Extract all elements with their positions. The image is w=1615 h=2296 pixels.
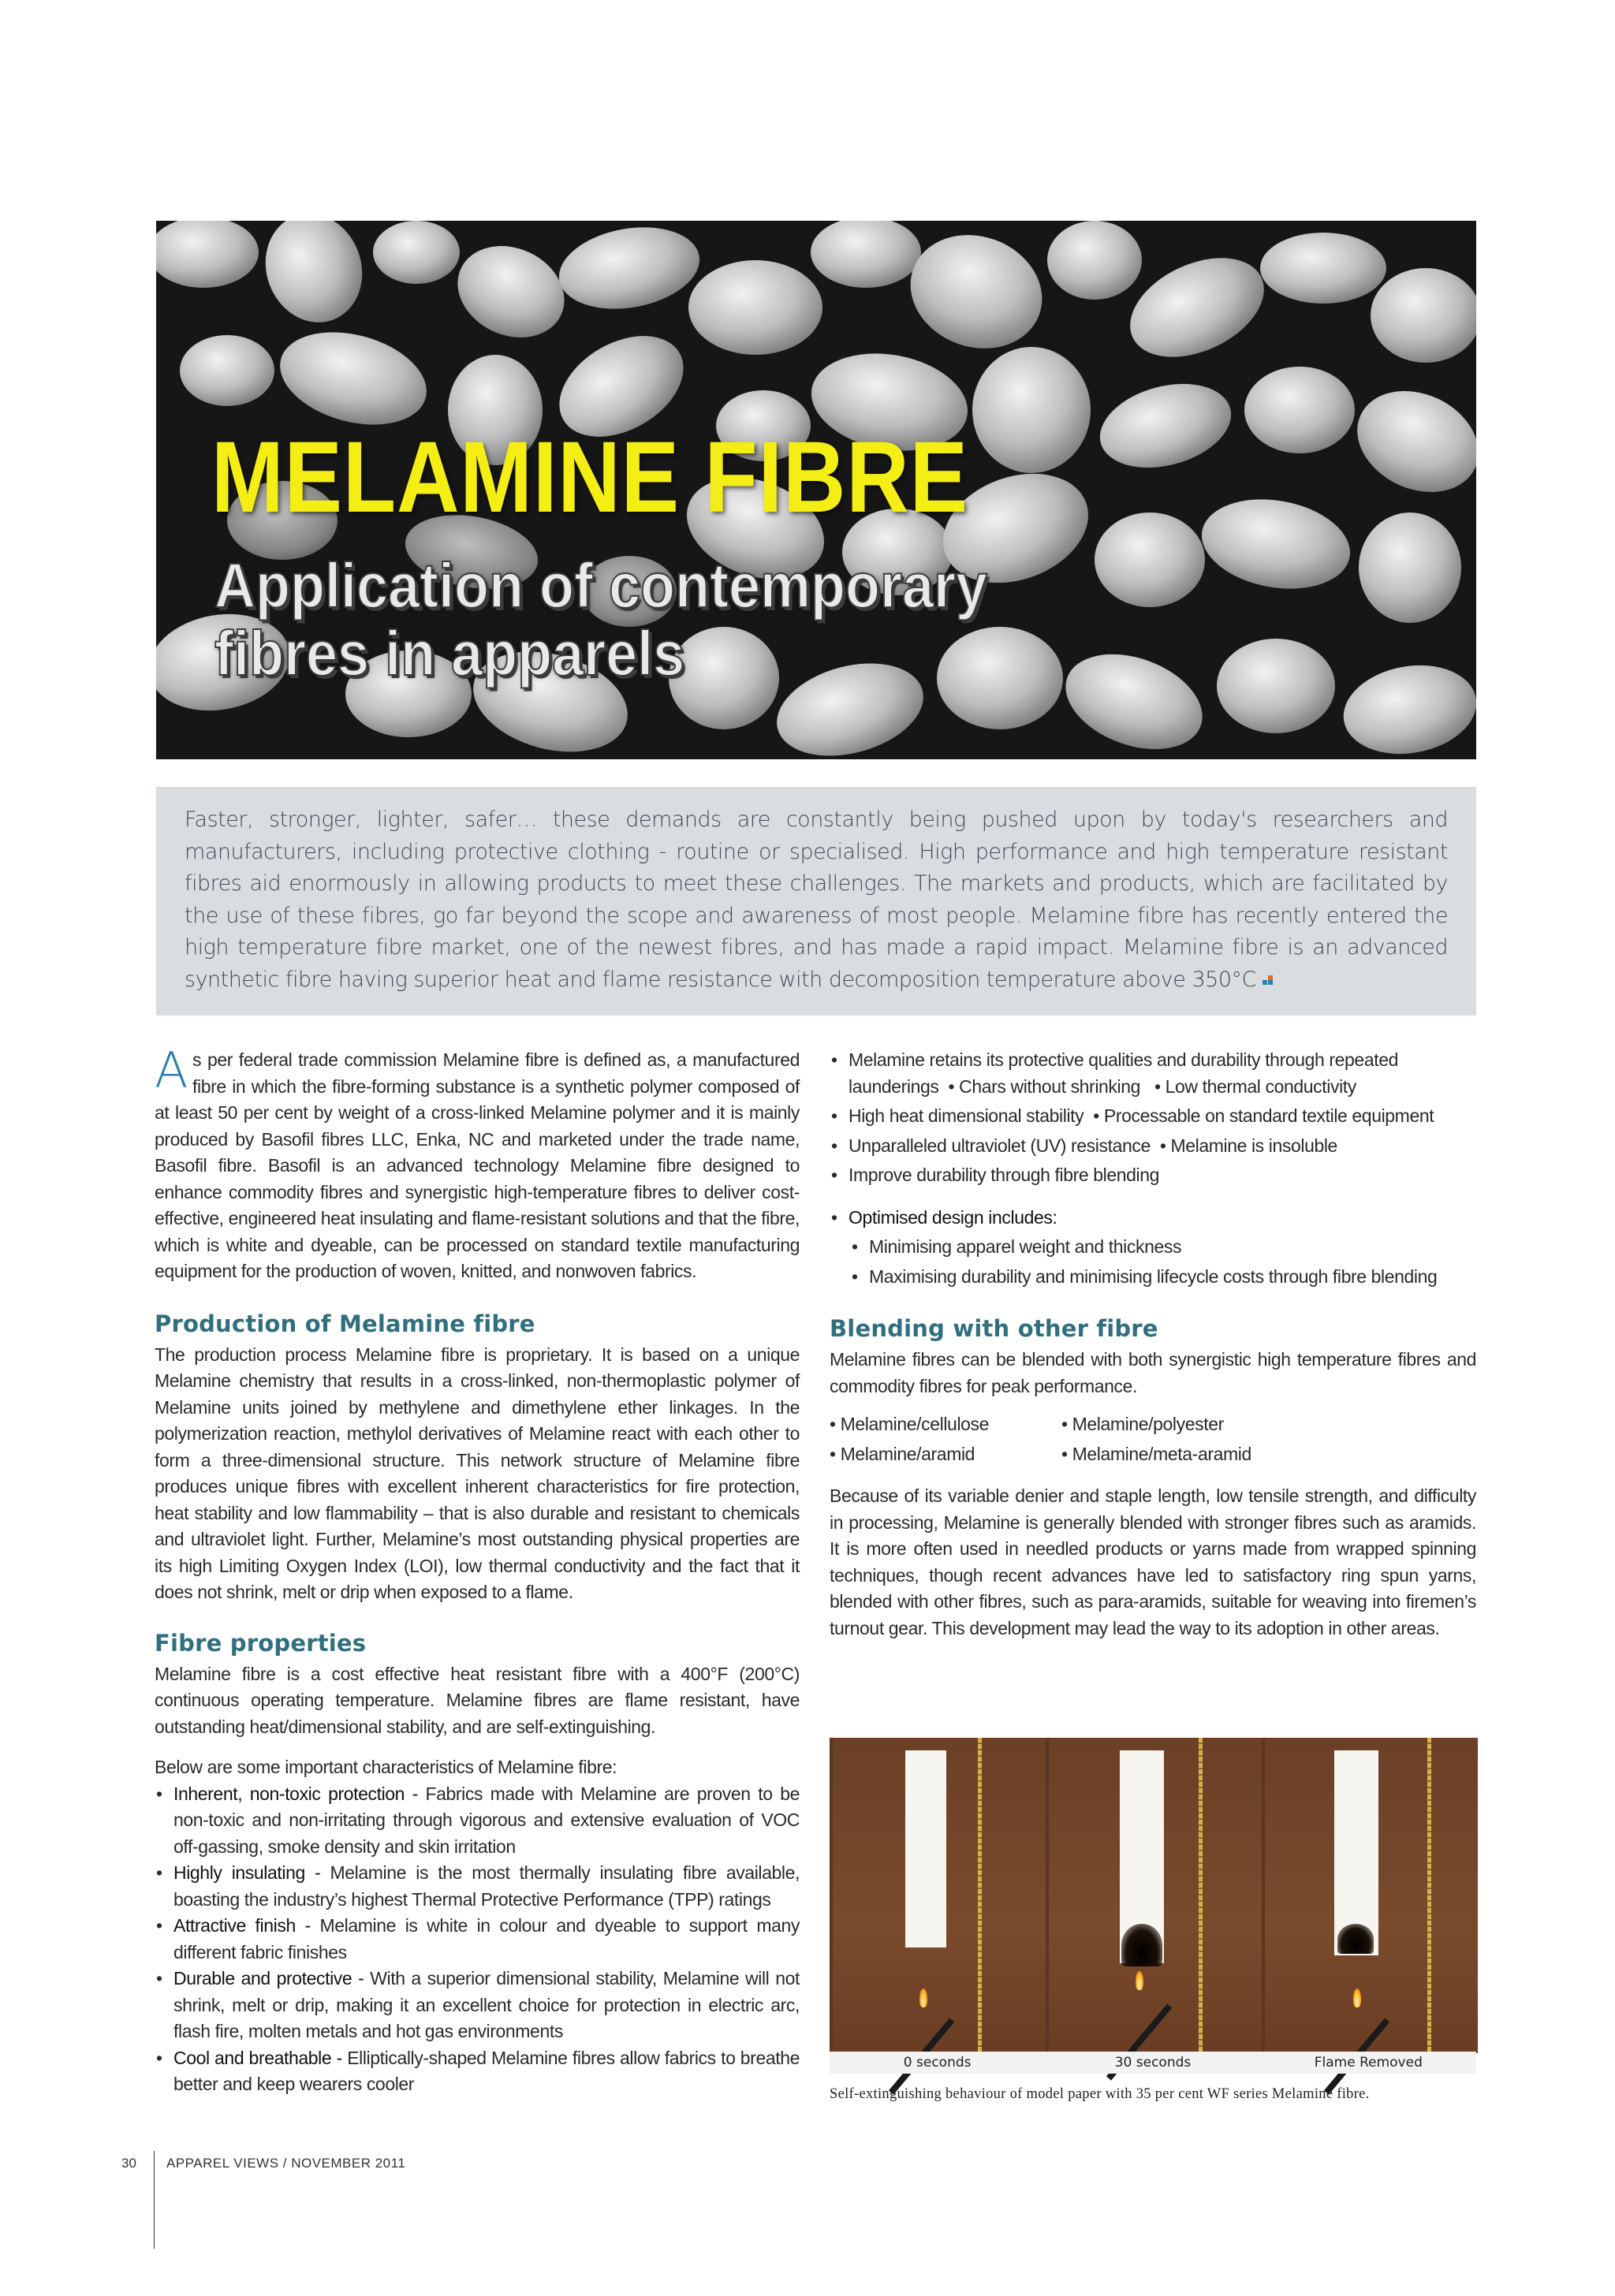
benefits-list [830,1047,1476,1231]
benefit-text: Chars without shrinking [959,1075,1141,1097]
list-item-term: Attractive finish - [173,1915,311,1936]
figure-label: 30 seconds [1114,2055,1192,2070]
list-item [155,1913,800,1966]
opening-paragraph-text: s per federal trade commission Melamine fibre is defined as, a manufactured fibre in which the fibre-forming substance is a synthetic polymer composed of at least 50 per cent by weight of a cross-linked Melamine polymer and it is mainly produced by Basofil fibres LLC, Enka, NC and marketed under the trade name, Basofil fibre. Basofil is an advanced technology Melamine fibre designed to enhance commodity fibres and synergistic high-temperature fibres to deliver cost-effective, engineered heat insulating and flame-resistant solutions and that the fibre, which is white and dyeable, can be processed on standard textile manufacturing equipment for the production of woven, knitted, and nonwoven fabrics. [155,1049,800,1281]
drop-cap: A [155,1042,188,1099]
ruler [1427,1738,1431,2053]
blends-list [830,1409,1476,1469]
production-paragraph: The production process Melamine fibre is proprietary. It is based on a unique Melamine chemistry that results in a cross-linked, non-thermoplastic polymer of Melamine units joined by methylene and dimethylene ether linkages. In the polymerization reaction, methylol derivatives of Melamine react with each other to form a three-dimensional structure. This network structure of Melamine fibre produces unique fibres with excellent inherent characteristics for fire protection, heat stability and low flammability – that is also durable and resistant to chemicals and ultraviolet light. Further, Melamine’s most outstanding physical properties are its high Limiting Oxygen Index (LOI), low thermal conductivity and the fact that it does not shrink, melt or drip when exposed to a flame. [155,1344,800,1602]
figure-panel-30-seconds [1049,1738,1262,2053]
list-item-term: Cool and breathable - [173,2047,342,2068]
burn-mark [1337,1924,1374,1954]
heading-production: Production of Melamine fibre [155,1310,535,1337]
blend-item: • Melamine/cellulose [830,1409,1044,1439]
ruler [1199,1738,1203,2053]
figure-label: 0 seconds [903,2055,972,2070]
list-item: • High heat dimensional stability • Processable on standard textile equipment [830,1103,1476,1130]
blend-item: • Melamine/polyester [1061,1409,1224,1439]
list-item-text: Melamine is the most thermally insulating fibre available, boasting the industry’s highest Thermal Protective Performance (TPP) ratings [173,1862,800,1910]
subtitle-line-1: Application of contemporary [214,550,988,621]
opening-paragraph [155,1042,800,1285]
list-item: • Maximising durability and minimising lifecycle costs through fibre blending [850,1264,1476,1291]
blend-item: • Melamine/meta-aramid [1061,1439,1251,1469]
list-item-term: Highly insulating - [173,1862,321,1883]
flame-test-figure [830,1738,1476,2074]
flame-icon [919,1988,927,2007]
list-item-text: Melamine is white in colour and dyeable to support many different fabric finishes [173,1915,800,1962]
subtitle-line-2: fibres in apparels [214,618,685,688]
list-item: • Unparalleled ultraviolet (UV) resistance • Melamine is insoluble [830,1133,1476,1160]
article-subtitle [214,552,987,688]
benefit-text: launderings [849,1075,939,1097]
list-item [155,1966,800,2045]
blends-row [830,1409,1476,1439]
article-title: MELAMINE FIBRE [211,421,968,534]
flame-icon [1353,1988,1361,2007]
properties-paragraph: Melamine fibre is a cost effective heat resistant fibre with a 400°F (200°C) continuous operating temperature. Melamine fibres are flame resistant, have outstanding heat/dimensional stability, and are self-extinguishing. [155,1663,800,1737]
intro-box [156,787,1476,1016]
list-item [155,1860,800,1913]
list-item-text: Fabrics made with Melamine are proven to be non-toxic and non-irritating through vigorous and extensive evaluation of VOC off-gassing, smoke density and skin irritation [173,1783,800,1857]
figure-panel-0-seconds [833,1738,1046,2053]
hero-banner [156,221,1476,759]
page-number: 30 [121,2156,136,2171]
flame-icon [1136,1971,1143,1990]
left-column [155,1042,800,2098]
design-heading: Optimised design includes: [849,1206,1057,1228]
blending-paragraph: Melamine fibres can be blended with both synergistic high temperature fibres and commodity fibres for peak performance. [830,1349,1476,1396]
paper-strip [905,1750,946,1948]
ruler [978,1738,982,2053]
heading-fibre-properties: Fibre properties [155,1629,367,1657]
burn-mark [1121,1924,1162,1966]
figure-panel-flame-removed [1265,1738,1478,2053]
figure-caption: Self-extinguishing behaviour of model paper with 35 per cent WF series Melamine fibre. [830,2086,1370,2102]
list-item-text: Elliptically-shaped Melamine fibres allow fabrics to breathe better and keep wearers cooler [173,2047,800,2094]
characteristics-list [155,1781,800,2098]
intro-text-content: Faster, stronger, lighter, safer… these demands are constantly being pushed upon by today's researchers and manufacturers, including protective clothing - routine or specialised. High performance and high temperature resistant fibres aid enormously in allowing products to meet these challenges. The markets and products, which are facilitated by the use of these fibres, go far beyond the scope and awareness of most people. Melamine fibre has recently entered the high temperature fibre market, one of the newest fibres, and has made a rapid impact. Melamine fibre is an advanced synthetic fibre having superior heat and flame resistance with decomposition temperature above 350°C [185,807,1448,992]
list-item-term: Inherent, non-toxic protection - [173,1783,418,1804]
right-column [830,1047,1476,1642]
benefit-text: Unparalleled ultraviolet (UV) resistance [849,1135,1151,1156]
design-list [850,1234,1476,1290]
intro-text [185,804,1448,996]
benefit-text: Low thermal conductivity [1165,1075,1356,1097]
list-item: • Minimising apparel weight and thickness [850,1234,1476,1261]
because-paragraph: Because of its variable denier and staple length, low tensile strength, and difficulty in processing, Melamine is generally blended with stronger fibres such as aramids. It is more often used in needled products or yarns made from wrapped spinning techniques, though recent advances have led to satisfactory ring spun yarns, blended with other fibres, such as para-aramids, suitable for weaving into firemen’s turnout gear. This development may lead the way to its adoption in other areas. [830,1485,1476,1638]
list-item [155,1781,800,1861]
blends-row [830,1439,1476,1469]
list-item [830,1205,1476,1232]
end-mark-icon [1263,975,1274,985]
list-item: • Melamine retains its protective qualities and durability through repeated launderings • Chars without shrinking • Low thermal conductivity [830,1047,1476,1100]
benefit-text: High heat dimensional stability [849,1105,1084,1126]
figure-labels [830,2052,1476,2074]
heading-blending: Blending with other fibre [830,1315,1158,1342]
benefit-text: Melamine is insoluble [1170,1135,1337,1156]
list-item [830,1162,1476,1189]
benefit-text: Melamine retains its protective qualities and durability through repeated [849,1049,1398,1070]
footer-divider [154,2151,155,2249]
benefit-text: Improve durability through fibre blending [849,1165,1160,1185]
list-item-text: With a superior dimensional stability, Melamine will not shrink, melt or drip, making it an excellent choice for protection in electric arc, flash fire, molten metals and hot gas environments [173,1968,800,2041]
characteristics-intro: Below are some important characteristics of Melamine fibre: [155,1757,617,1777]
blend-item: • Melamine/aramid [830,1439,1044,1469]
benefit-text: Processable on standard textile equipment [1103,1105,1434,1126]
publication-footer: APPAREL VIEWS / NOVEMBER 2011 [166,2156,406,2171]
list-item-term: Durable and protective - [173,1968,364,1988]
list-item [155,2045,800,2098]
figure-label: Flame Removed [1314,2055,1423,2070]
